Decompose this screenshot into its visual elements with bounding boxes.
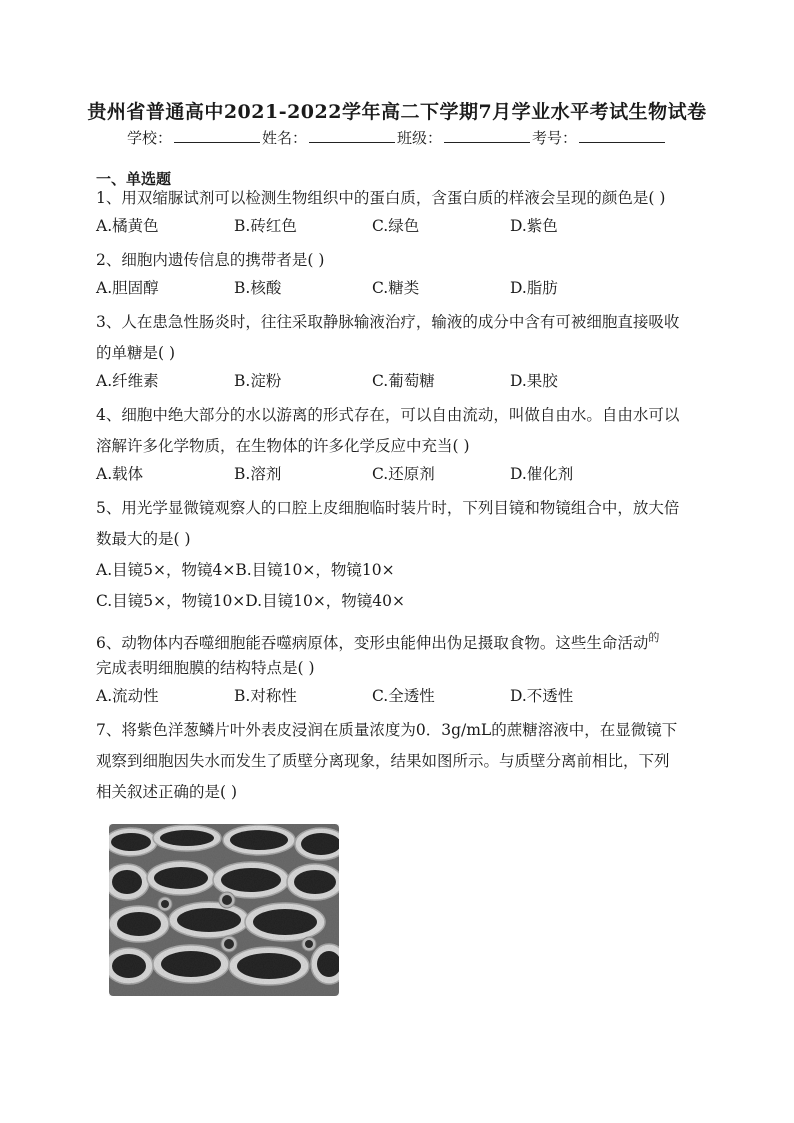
- option-a: A.载体: [96, 465, 144, 483]
- option-b: B.溶剂: [234, 465, 282, 483]
- student-info-line: [0, 127, 794, 148]
- question-4-line-1: 4、细胞中绝大部分的水以游离的形式存在，可以自由流动，叫做自由水。自由水可以: [96, 406, 680, 424]
- question-6-superscript: 的: [648, 631, 660, 644]
- question-5-line-1: 5、用光学显微镜观察人的口腔上皮细胞临时装片时，下列目镜和物镜组合中，放大倍: [96, 499, 680, 517]
- option-b: B.砖红色: [234, 217, 297, 235]
- question-6-line-1-text: 6、动物体内吞噬细胞能吞噬病原体，变形虫能伸出伪足摄取食物。这些生命活动: [96, 634, 649, 652]
- option-d: D.脂肪: [510, 279, 558, 297]
- class-blank: [444, 128, 530, 143]
- option-b: B.核酸: [234, 279, 282, 297]
- question-7-line-1: 7、将紫色洋葱鳞片叶外表皮浸润在质量浓度为0．3g/mL的蔗糖溶液中，在显微镜下: [96, 721, 678, 739]
- option-d: D.催化剂: [510, 465, 574, 483]
- option-d: D.不透性: [510, 687, 574, 705]
- option-d: D.紫色: [510, 217, 558, 235]
- option-a: A.流动性: [96, 687, 159, 705]
- question-4-line-2: 溶解许多化学物质，在生物体的许多化学反应中充当( ): [96, 437, 470, 455]
- question-7-line-2: 观察到细胞因失水而发生了质壁分离现象，结果如图所示。与质壁分离前相比，下列: [96, 752, 670, 770]
- question-1-options: [96, 214, 700, 245]
- question-7-line-3: 相关叙述正确的是( ): [96, 783, 238, 801]
- exam-no-blank: [579, 128, 665, 143]
- option-c: C.糖类: [372, 279, 420, 297]
- option-c: C.全透性: [372, 687, 435, 705]
- option-a: A.橘黄色: [96, 217, 159, 235]
- question-4-options: [96, 462, 700, 493]
- question-5-line-2: 数最大的是( ): [96, 530, 191, 548]
- option-b: B.对称性: [234, 687, 297, 705]
- question-6-options: [96, 684, 700, 715]
- option-a: A.纤维素: [96, 372, 159, 390]
- option-b: B.淀粉: [234, 372, 282, 390]
- question-3-line-2: 的单糖是( ): [96, 344, 176, 362]
- micrograph-figure: [109, 824, 339, 996]
- section-heading: 一、单选题: [96, 170, 172, 188]
- question-2-options: [96, 276, 700, 307]
- option-d: D.果胶: [510, 372, 558, 390]
- question-5-options-line-1: A.目镜5×，物镜4×B.目镜10×，物镜10×: [96, 561, 395, 579]
- option-c: C.还原剂: [372, 465, 435, 483]
- school-blank: [174, 128, 260, 143]
- question-6-line-2: 完成表明细胞膜的结构特点是( ): [96, 659, 315, 677]
- question-5-options-line-2: C.目镜5×，物镜10×D.目镜10×，物镜40×: [96, 592, 406, 610]
- class-label: 班级：: [397, 129, 443, 147]
- option-c: C.葡萄糖: [372, 372, 435, 390]
- option-c: C.绿色: [372, 217, 420, 235]
- question-2: 2、细胞内遗传信息的携带者是( ): [96, 251, 325, 269]
- name-label: 姓名：: [261, 129, 307, 147]
- school-label: 学校：: [126, 129, 172, 147]
- exam-no-label: 考号：: [532, 129, 578, 147]
- question-3-line-1: 3、人在患急性肠炎时，往往采取静脉输液治疗，输液的成分中含有可被细胞直接吸收: [96, 313, 680, 331]
- question-3-options: [96, 369, 700, 400]
- exam-title: 贵州省普通高中2021-2022学年高二下学期7月学业水平考试生物试卷: [87, 101, 707, 123]
- question-1: 1、用双缩脲试剂可以检测生物组织中的蛋白质，含蛋白质的样液会呈现的颜色是( ): [96, 189, 666, 207]
- option-a: A.胆固醇: [96, 279, 159, 297]
- name-blank: [309, 128, 395, 143]
